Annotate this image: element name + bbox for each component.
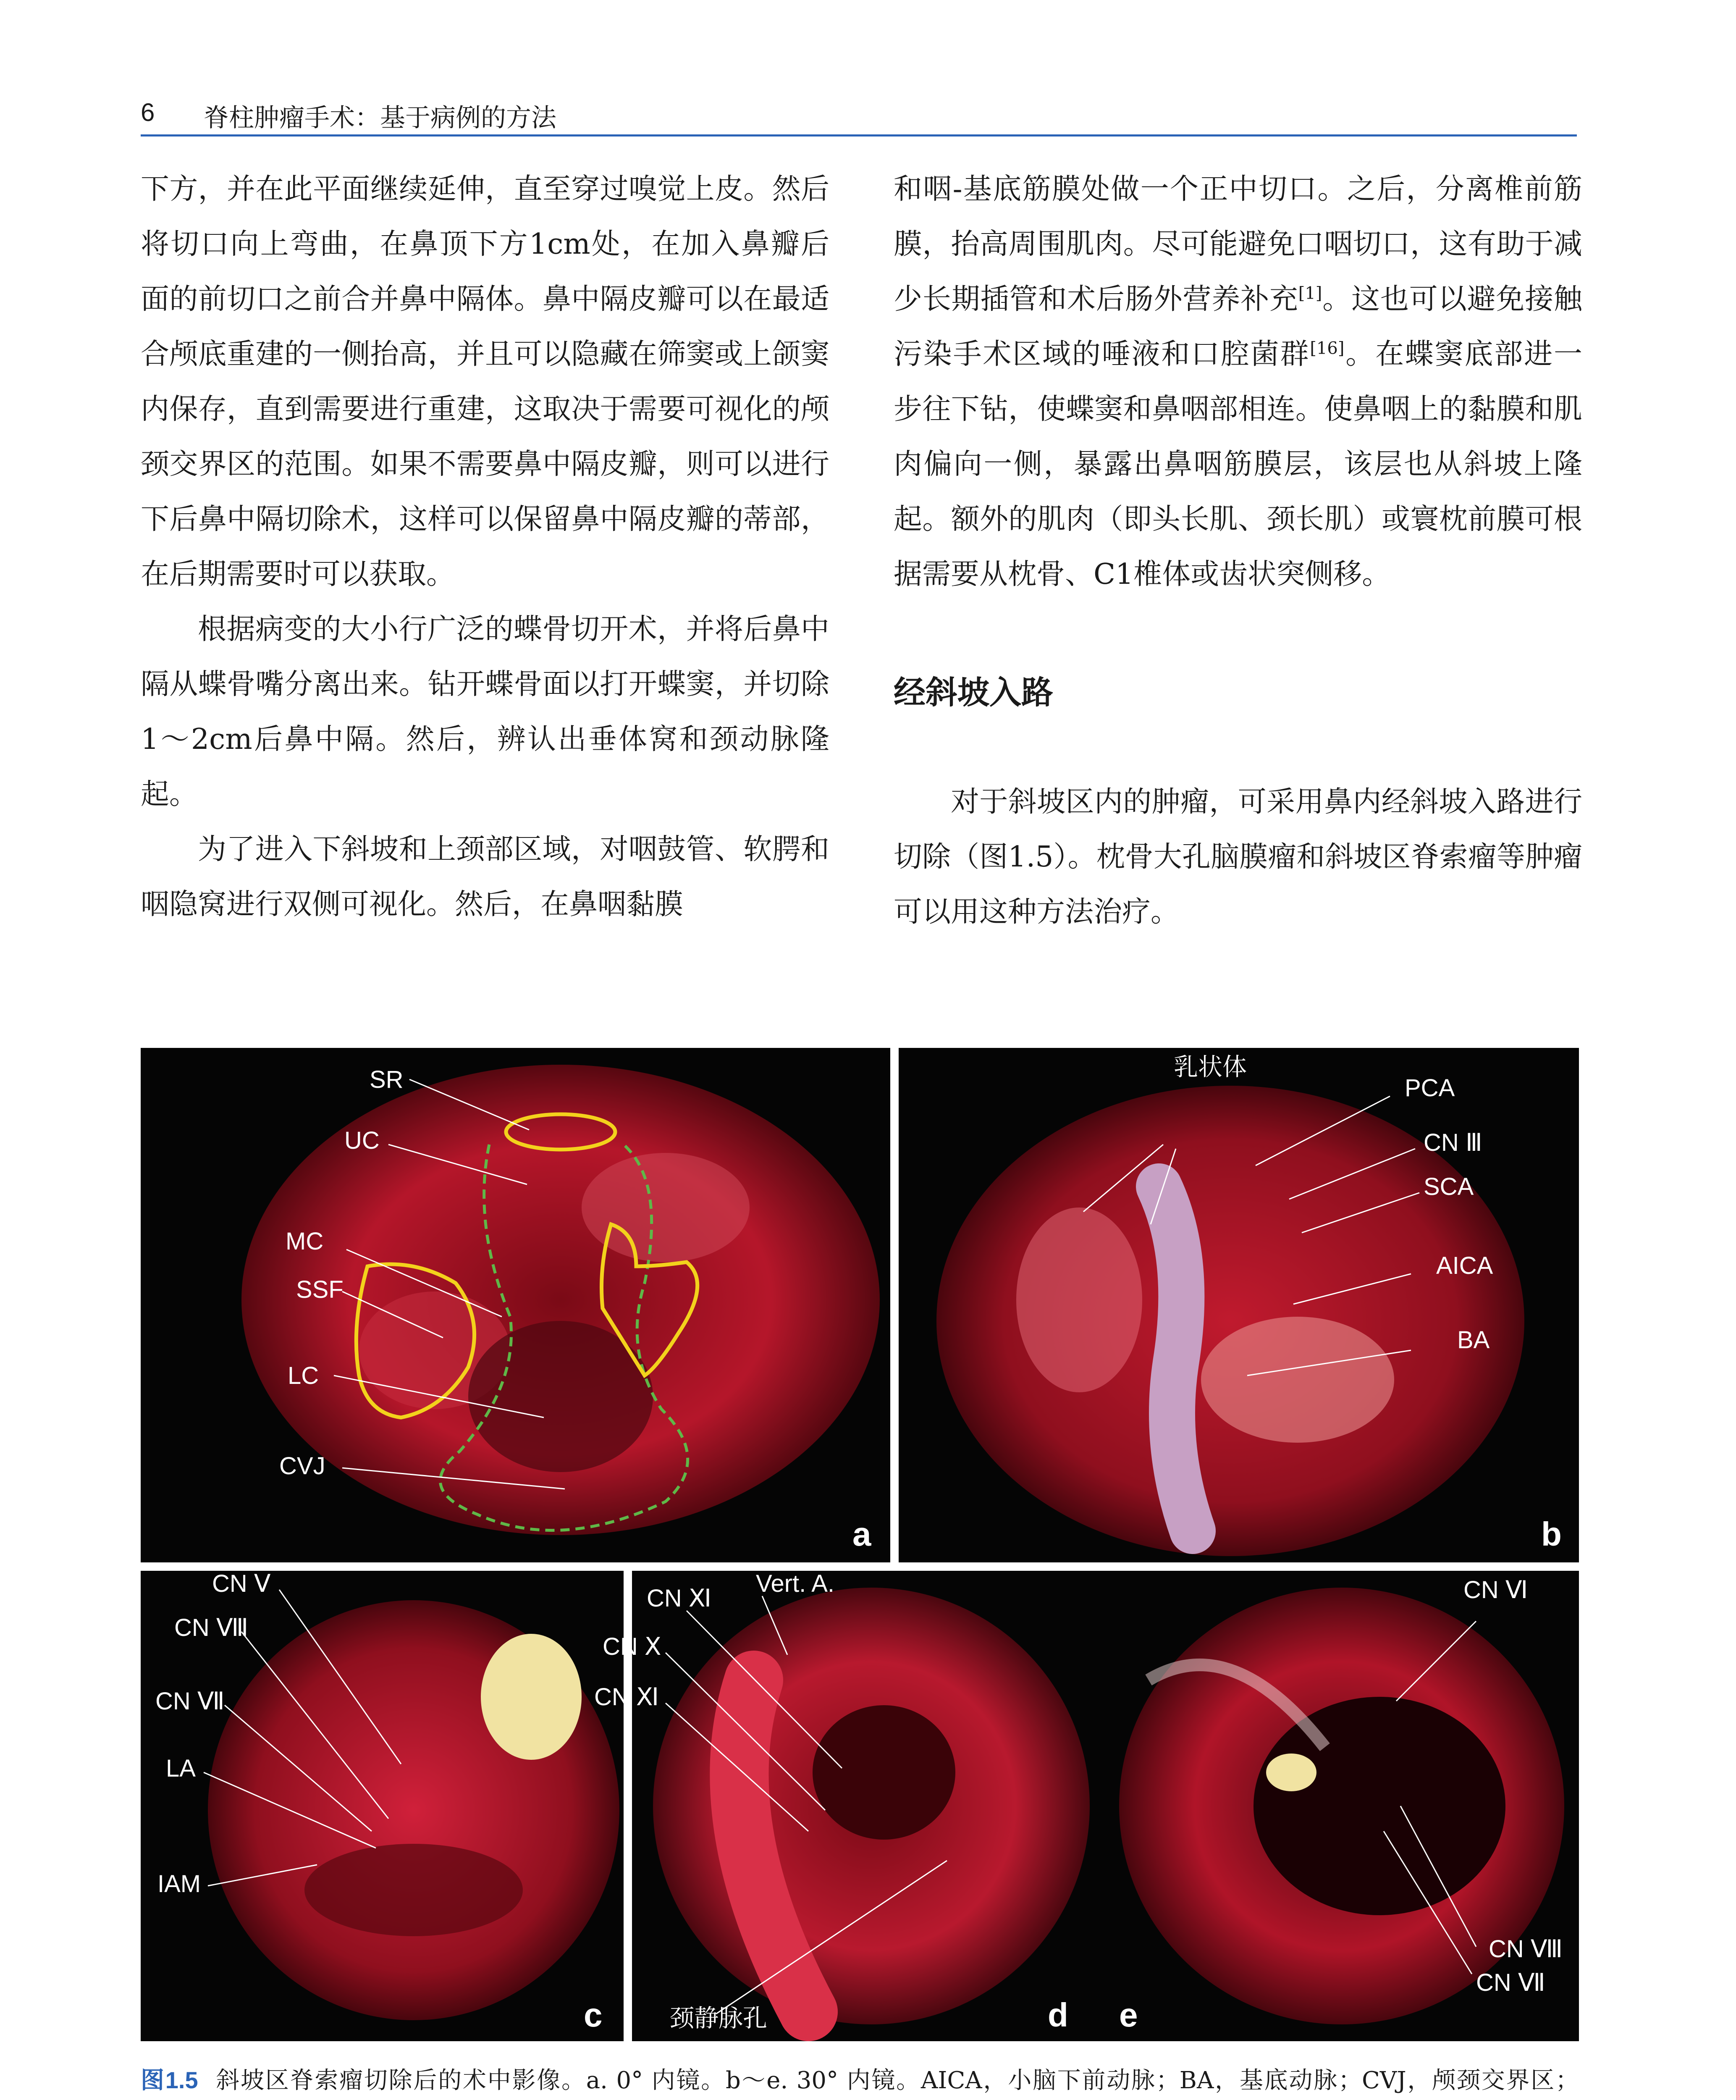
label-cvj: CVJ [279,1452,325,1480]
left-paragraph-3: 为了进入下斜坡和上颈部区域，对咽鼓管、软腭和咽隐窝进行双侧可视化。然后，在鼻咽黏膜 [141,833,829,921]
label-cn6: CN Ⅵ [1463,1576,1528,1604]
panel-letter-a: a [852,1515,871,1553]
label-cn7: CN Ⅶ [1476,1969,1545,1996]
page-header [141,94,1577,141]
label-cn7: CN Ⅶ [155,1688,225,1715]
panel-letter-d: d [1048,1996,1068,2034]
label-ba: BA [1457,1326,1490,1354]
panel-d [594,1570,1107,2041]
panel-e [1107,1571,1579,2041]
label-iam: IAM [157,1870,201,1898]
book-title: 脊柱肿瘤手术：基于病例的方法 [204,103,556,133]
label-jugular-foramen: 颈静脉孔 [670,2005,768,2032]
right-paragraph-1-part-b: 。这也可以避免接触污染手术区域的唾液和口腔菌群 [894,283,1582,371]
label-mastoid: 乳状体 [1174,1053,1247,1081]
caption-text: 斜坡区脊索瘤切除后的术中影像。a. 0° 内镜。b～e. 30° 内镜。AICA，小脑下前动脉；BA，基底动脉；CVJ，颅颈交界区； [215,2067,1579,2094]
label-cn3: CN Ⅲ [1424,1129,1482,1156]
label-mc: MC [286,1228,324,1255]
figure-label: 图1.5 [141,2067,198,2093]
label-cn8: CN Ⅷ [174,1614,249,1641]
panel-a [141,1048,890,1562]
citation-1: [1] [1298,284,1322,303]
figure-1-5 [141,1048,1579,2041]
label-ssf: SSF [296,1276,344,1303]
left-paragraph-1: 下方，并在此平面继续延伸，直至穿过嗅觉上皮。然后将切口向上弯曲，在鼻顶下方1cm处，在加入鼻瓣后面的前切口之前合并鼻中隔体。鼻中隔皮瓣可以在最适合颅底重建的一侧抬高，并且可以隐藏在筛窦或上颌窦内保存，直到需要进行重建，这取决于需要可视化的颅颈交界区的范围。如果不需要鼻中隔皮瓣，则可以进行下后鼻中隔切除术，这样可以保留鼻中隔皮瓣的蒂部，在后期需要时可以获取。 [141,173,829,591]
header-rule [141,134,1577,136]
panel-letter-b: b [1541,1515,1562,1553]
basilar-artery [1159,1186,1193,1531]
panel-letter-e: e [1119,1996,1138,2034]
panel-letter-c: c [584,1996,603,2034]
label-sca: SCA [1424,1173,1474,1200]
right-paragraph-1 [894,162,1582,602]
label-uc: UC [344,1127,380,1154]
panel-c [141,1571,624,2041]
label-sr: SR [370,1066,404,1093]
label-cn11-lower: CN Ⅺ [594,1683,659,1711]
label-pca: PCA [1405,1074,1455,1102]
label-la: LA [166,1755,196,1782]
left-paragraph-2: 根据病变的大小行广泛的蝶骨切开术，并将后鼻中隔从蝶骨嘴分离出来。钻开蝶骨面以打开蝶窦，并切除1～2cm后鼻中隔。然后，辨认出垂体窝和颈动脉隆起。 [141,613,829,811]
right-column [894,162,1582,940]
label-cn5: CN Ⅴ [212,1570,271,1597]
label-vert-a: Vert. A. [756,1570,834,1597]
label-cn10: CN Ⅹ [603,1633,661,1660]
left-column [141,162,829,932]
right-paragraph-1-part-c: 。在蝶窦底部进一步往下钻，使蝶窦和鼻咽部相连。使鼻咽上的黏膜和肌肉偏向一侧，暴露出鼻咽筋膜层，该层也从斜坡上隆起。额外的肌肉（即头长肌、颈长肌）或寰枕前膜可根据需要从枕骨、C1椎体或齿状突侧移。 [894,338,1582,591]
right-paragraph-2: 对于斜坡区内的肿瘤，可采用鼻内经斜坡入路进行切除（图1.5）。枕骨大孔脑膜瘤和斜坡区脊索瘤等肿瘤可以用这种方法治疗。 [894,785,1582,929]
panel-b [899,1048,1579,1562]
right-paragraph-1-part-a: 和咽-基底筋膜处做一个正中切口。之后，分离椎前筋膜，抬高周围肌肉。尽可能避免口咽切口，这有助于减少长期插管和术后肠外营养补充 [894,173,1582,316]
figure-caption [141,2060,1579,2100]
label-cn8: CN Ⅷ [1489,1935,1563,1963]
page-number: 6 [141,98,155,126]
label-aica: AICA [1436,1252,1493,1279]
label-cn11-upper: CN Ⅺ [647,1585,712,1612]
section-heading: 经斜坡入路 [894,674,1053,711]
label-lc: LC [288,1362,319,1389]
citation-16: [16] [1310,339,1345,358]
